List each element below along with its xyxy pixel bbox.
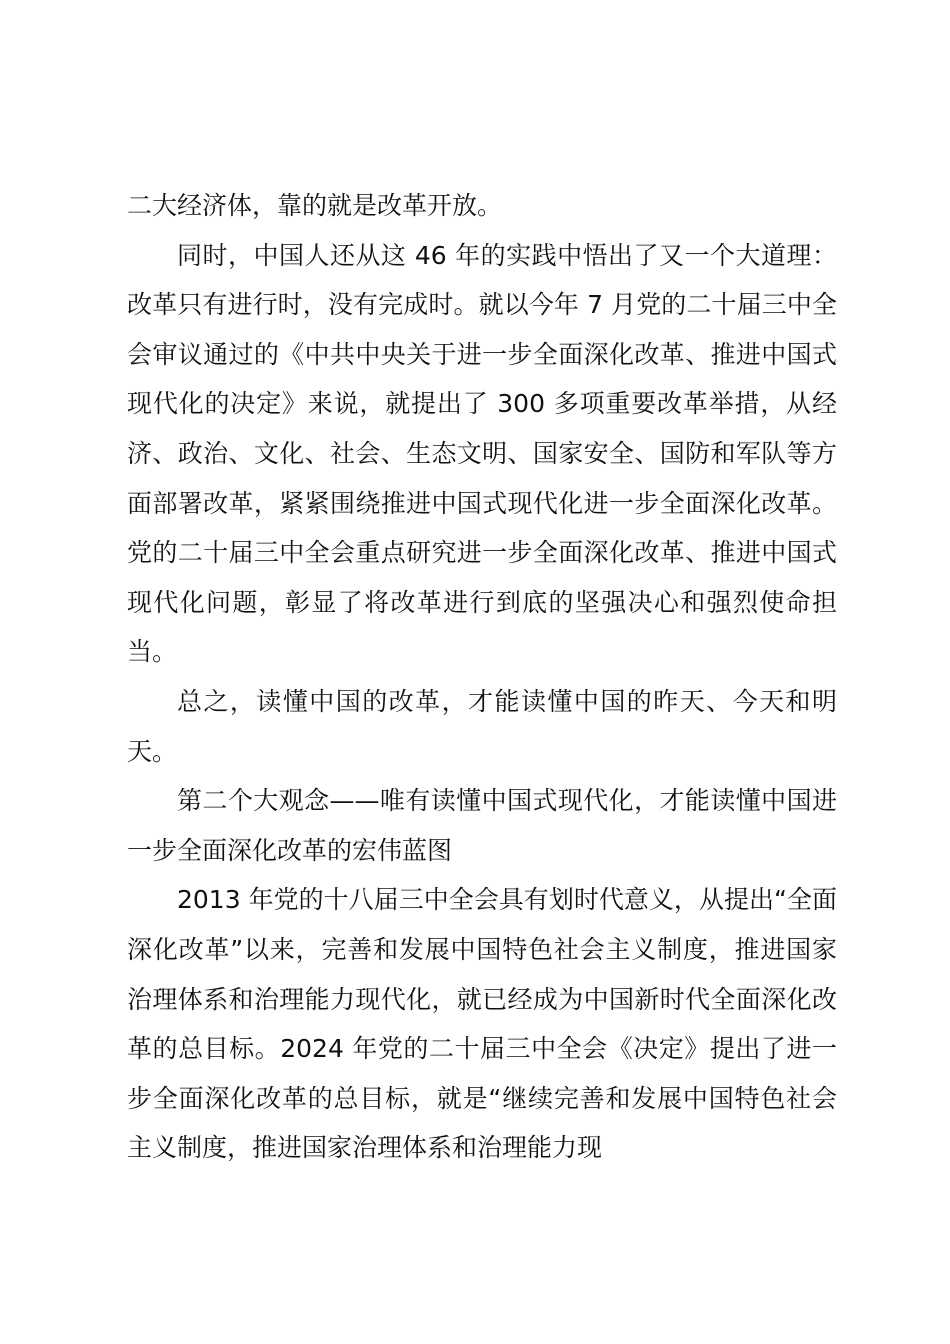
- paragraph-1: 二大经济体，靠的就是改革开放。: [127, 191, 503, 220]
- paragraph-5: 2013 年党的十八届三中全会具有划时代意义，从提出“全面深化改革”以来，完善和发展中国特色社会主义制度，推进国家治理体系和治理能力现代化，就已经成为中国新时代全面深化改革的总目标。2024 年党的二十届三中全会《决定》提出了进一步全面深化改革的总目标，就是“继续完善和发展中国特色社会主义制度，推进国家治理体系和治理能力现: [127, 885, 837, 1163]
- section-heading-paragraph: 第二个大观念——唯有读懂中国式现代化，才能读懂中国进一步全面深化改革的宏伟蓝图: [127, 786, 837, 865]
- document-body: [127, 181, 837, 1173]
- paragraph-2: 同时，中国人还从这 46 年的实践中悟出了又一个大道理：改革只有进行时，没有完成时。就以今年 7 月党的二十届三中全会审议通过的《中共中央关于进一步全面深化改革、推进中国式现代化的决定》来说，就提出了 300 多项重要改革举措，从经济、政治、文化、社会、生态文明、国家安全、国防和军队等方面部署改革，紧紧围绕推进中国式现代化进一步全面深化改革。党的二十届三中全会重点研究进一步全面深化改革、推进中国式现代化问题，彰显了将改革进行到底的坚强决心和强烈使命担当。: [127, 240, 837, 667]
- paragraph-3: 总之，读懂中国的改革，才能读懂中国的昨天、今天和明天。: [127, 686, 837, 766]
